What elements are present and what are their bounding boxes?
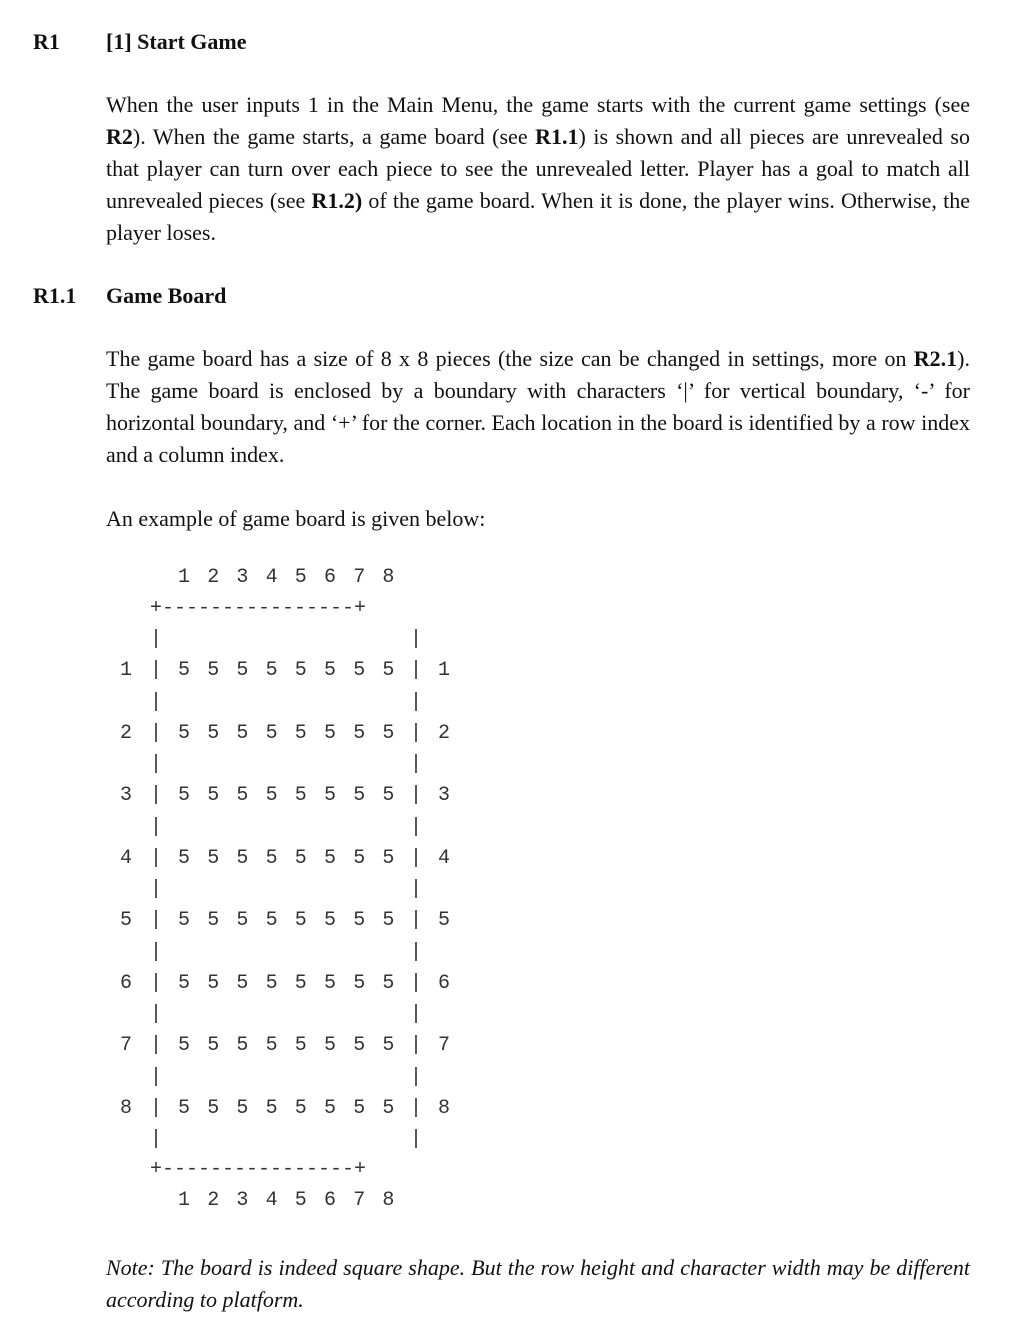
board-cell: 5 [294,659,307,682]
row-label-right: 6 [438,971,451,995]
board-right-edge: | [410,971,423,995]
board-left-edge: | [150,690,163,714]
board-cell: 5 [236,846,249,870]
board-cell: 5 [265,784,278,807]
board-right-edge: | [410,940,423,964]
board-right-edge: | [410,815,423,839]
board-left-edge: | [150,628,163,651]
board-cell: 5 [265,659,278,682]
board-cell: 5 [294,909,307,932]
game-board-example [106,563,526,1223]
paragraph-start-game [106,89,970,249]
board-left-edge: | [150,971,163,995]
board-right-edge: | [410,690,423,714]
board-cell: 5 [294,1034,307,1057]
board-left-edge: | [150,1096,163,1120]
row-label-left: 3 [120,784,133,807]
board-cell: 5 [324,1096,337,1120]
board-left-edge: | [150,1034,163,1057]
board-cell: 5 [382,971,395,995]
board-cell: 5 [324,784,337,807]
board-cell: 5 [324,971,337,995]
board-right-edge: | [410,784,423,807]
board-cell: 5 [265,1034,278,1057]
row-label-right: 5 [438,909,451,932]
board-cell: 5 [207,659,220,682]
column-header-bottom-3: 3 [236,1189,249,1212]
board-right-edge: | [410,753,423,776]
row-label-left: 6 [120,971,133,995]
column-header-bottom-4: 4 [265,1189,278,1212]
row-label-left: 7 [120,1034,133,1057]
column-header-bottom-2: 2 [207,1189,220,1212]
row-label-right: 7 [438,1034,451,1057]
board-cell: 5 [236,784,249,807]
paragraph-example-intro: An example of game board is given below: [106,506,486,531]
start-game-text-segment: ) is shown and all pieces are unrevealed so that player can turn over each piece to see the unrevealed letter. Player has a goal to match all unrevealed pieces (see [106,124,970,213]
board-cell: 5 [207,1034,220,1057]
board-cell: 5 [207,1096,220,1120]
board-cell: 5 [353,1096,366,1120]
board-cell: 5 [236,721,249,745]
board-cell: 5 [178,846,191,870]
row-label-right: 4 [438,846,451,870]
board-top-border: +----------------+ [150,597,367,620]
board-right-edge: | [410,878,423,901]
board-cell: 5 [265,846,278,870]
column-header-top-2: 2 [207,566,220,589]
board-cell: 5 [178,1096,191,1120]
board-left-edge: | [150,815,163,839]
start-game-text-segment: of the game board. When it is done, the player wins. Otherwise, the player loses. [106,188,970,245]
board-cell: 5 [207,846,220,870]
board-cell: 5 [207,784,220,807]
board-cell: 5 [324,846,337,870]
paragraph-game-board [106,343,970,471]
board-cell: 5 [382,659,395,682]
section-number-r1: R1 [33,29,60,54]
board-cell: 5 [236,1096,249,1120]
board-cell: 5 [236,1034,249,1057]
board-left-edge: | [150,940,163,964]
board-cell: 5 [353,909,366,932]
board-cell: 5 [265,971,278,995]
board-right-edge: | [410,721,423,745]
board-cell: 5 [265,909,278,932]
note-text: Note: The board is indeed square shape. But the row height and character width may be different according to platform. [106,1255,970,1312]
column-header-top-5: 5 [294,566,307,589]
board-cell: 5 [178,784,191,807]
game-board-text-segment: The game board has a size of 8 x 8 pieces (the size can be changed in settings, more on [106,346,914,371]
board-cell: 5 [207,971,220,995]
board-cell: 5 [382,721,395,745]
board-cell: 5 [265,1096,278,1120]
game-board-text-segment: R2.1 [913,346,958,371]
column-header-bottom-7: 7 [353,1189,366,1212]
board-cell: 5 [207,721,220,745]
board-cell: 5 [353,721,366,745]
board-cell: 5 [324,909,337,932]
column-header-top-1: 1 [178,566,191,589]
board-cell: 5 [382,1034,395,1057]
board-cell: 5 [207,909,220,932]
board-cell: 5 [353,659,366,682]
row-label-right: 1 [438,659,451,682]
board-cell: 5 [382,784,395,807]
board-right-edge: | [410,1034,423,1057]
board-cell: 5 [353,784,366,807]
start-game-text-segment: ). When the game starts, a game board (see [132,124,536,149]
board-cell: 5 [382,1096,395,1120]
board-cell: 5 [294,784,307,807]
board-cell: 5 [265,721,278,745]
row-label-left: 1 [120,659,133,682]
board-right-edge: | [410,628,423,651]
board-left-edge: | [150,1003,163,1026]
board-left-edge: | [150,1065,163,1089]
game-board-text-segment: ). The game board is enclosed by a boundary with characters ‘|’ for vertical boundary, ‘-’ for horizontal boundary, and ‘+’ for the corner. Each location in the board is identified by a row index and a column index. [106,346,970,467]
board-cell: 5 [178,971,191,995]
board-cell: 5 [178,659,191,682]
board-cell: 5 [382,909,395,932]
section-title-start-game: [1] Start Game [106,29,247,54]
board-cell: 5 [178,909,191,932]
column-header-top-8: 8 [382,566,395,589]
column-header-bottom-1: 1 [178,1189,191,1212]
column-header-top-7: 7 [353,566,366,589]
board-right-edge: | [410,659,423,682]
board-right-edge: | [410,909,423,932]
board-cell: 5 [178,1034,191,1057]
board-cell: 5 [236,909,249,932]
board-cell: 5 [294,1096,307,1120]
board-left-edge: | [150,1128,163,1151]
board-left-edge: | [150,721,163,745]
board-cell: 5 [353,971,366,995]
column-header-bottom-6: 6 [324,1189,337,1212]
board-left-edge: | [150,846,163,870]
board-cell: 5 [324,721,337,745]
column-header-bottom-5: 5 [294,1189,307,1212]
board-cell: 5 [294,846,307,870]
board-right-edge: | [410,1096,423,1120]
section-title-game-board: Game Board [106,283,227,308]
board-cell: 5 [236,971,249,995]
board-cell: 5 [353,846,366,870]
board-left-edge: | [150,784,163,807]
board-bottom-border: +----------------+ [150,1158,367,1181]
section-number-r1-1: R1.1 [33,283,77,308]
row-label-right: 2 [438,721,451,745]
column-header-top-6: 6 [324,566,337,589]
board-right-edge: | [410,1065,423,1089]
start-game-text-segment: R2 [106,124,133,149]
board-cell: 5 [178,721,191,745]
row-label-left: 5 [120,909,133,932]
row-label-right: 3 [438,784,451,807]
board-left-edge: | [150,878,163,901]
board-right-edge: | [410,1128,423,1151]
board-cell: 5 [324,659,337,682]
board-right-edge: | [410,846,423,870]
row-label-right: 8 [438,1096,451,1120]
column-header-bottom-8: 8 [382,1189,395,1212]
board-cell: 5 [294,971,307,995]
start-game-text-segment: R1.2) [311,188,363,213]
board-cell: 5 [294,721,307,745]
board-left-edge: | [150,659,163,682]
board-right-edge: | [410,1003,423,1026]
column-header-top-3: 3 [236,566,249,589]
board-cell: 5 [382,846,395,870]
row-label-left: 2 [120,721,133,745]
board-cell: 5 [236,659,249,682]
column-header-top-4: 4 [265,566,278,589]
board-left-edge: | [150,909,163,932]
board-left-edge: | [150,753,163,776]
start-game-text-segment: When the user inputs 1 in the Main Menu, the game starts with the current game settings (see [106,92,970,117]
start-game-text-segment: R1.1 [535,124,579,149]
row-label-left: 8 [120,1096,133,1120]
board-cell: 5 [324,1034,337,1057]
row-label-left: 4 [120,846,133,870]
board-cell: 5 [353,1034,366,1057]
